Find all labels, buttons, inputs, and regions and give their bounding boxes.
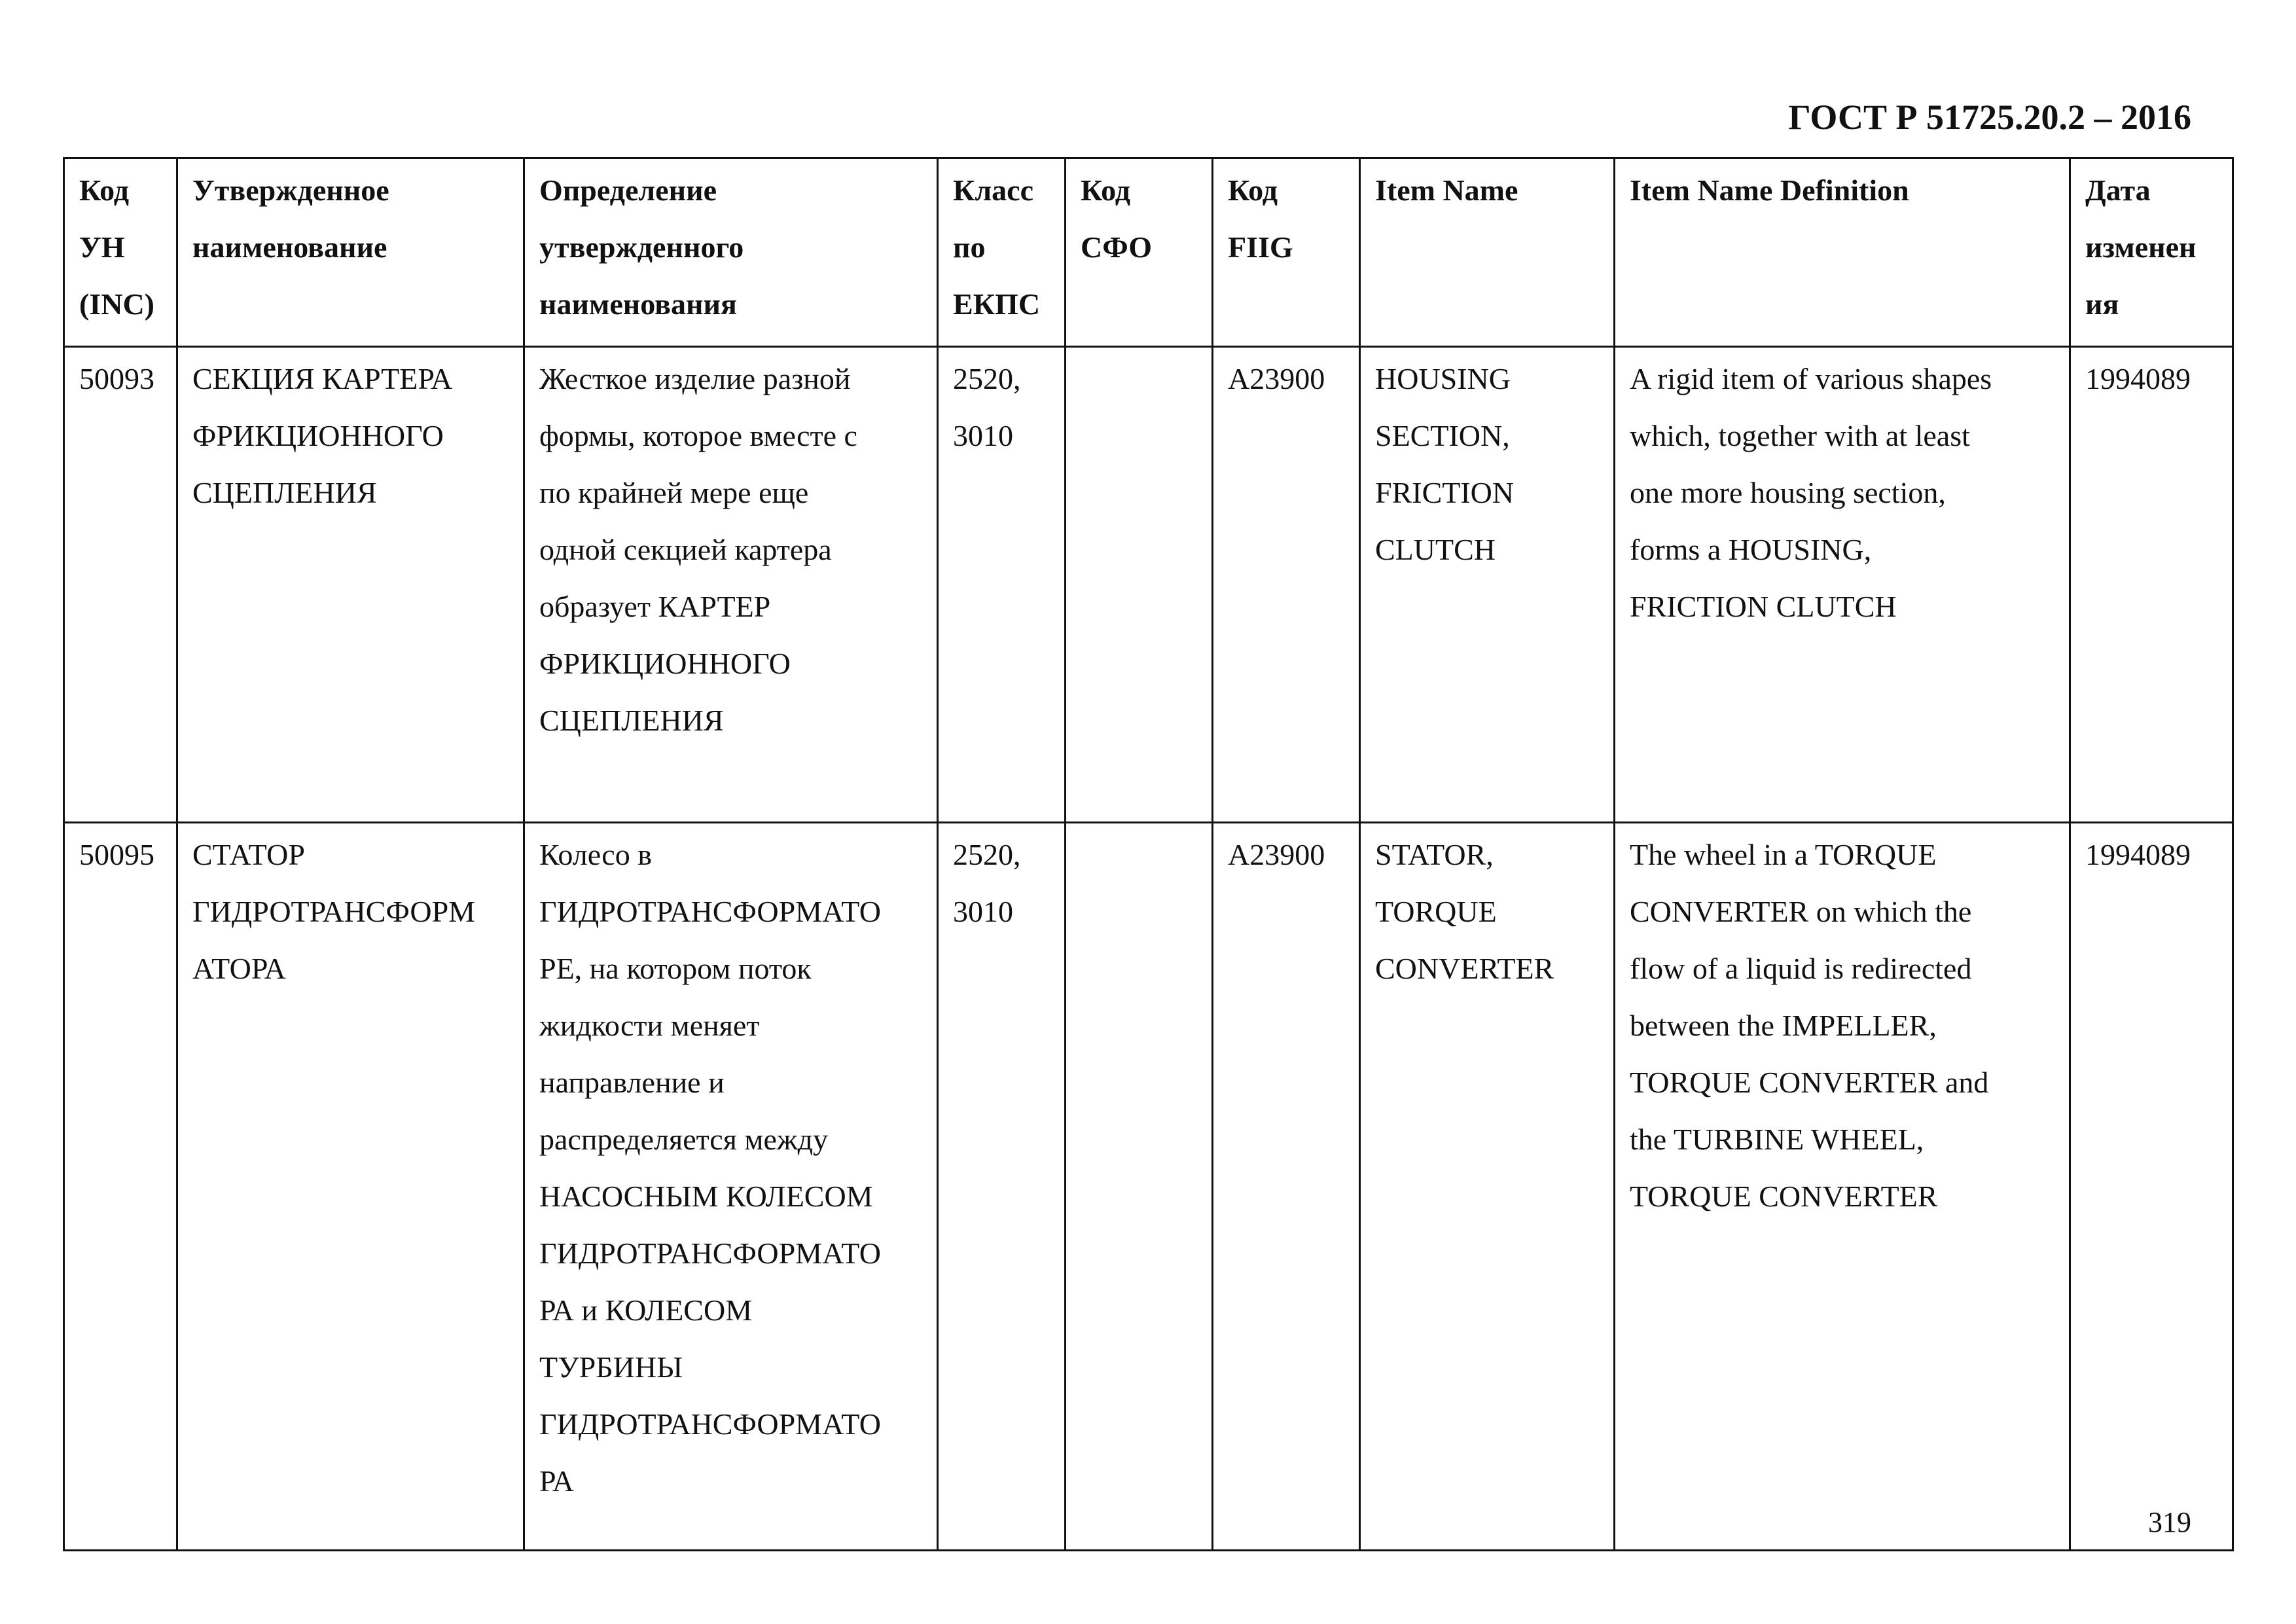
table-row	[64, 347, 2233, 823]
cell-inc-code: 50095	[64, 823, 177, 1551]
cell-fiig-code: A23900	[1213, 347, 1360, 823]
header-approved-name: Утвержденное наименование	[177, 158, 524, 347]
header-ekps-class: Класс по ЕКПС	[938, 158, 1066, 347]
page-number: 319	[2148, 1506, 2191, 1538]
cell-definition: Колесо в ГИДРОТРАНСФОРМАТО РЕ, на котором поток жидкости меняет направление и распределяется между НАСОСНЫМ КОЛЕСОМ ГИДРОТРАНСФОРМАТО РА и КОЛЕСОМ ТУРБИНЫ ГИДРОТРАНСФОРМАТО РА	[524, 823, 938, 1551]
header-item-name-definition: Item Name Definition	[1615, 158, 2070, 347]
cell-inc-code: 50093	[64, 347, 177, 823]
table-row	[64, 823, 2233, 1551]
cell-item-name: HOUSING SECTION, FRICTION CLUTCH	[1360, 347, 1615, 823]
cell-sfo-code	[1066, 347, 1213, 823]
table-header-row	[64, 158, 2233, 347]
header-approved-name-definition: Определение утвержденного наименования	[524, 158, 938, 347]
header-item-name: Item Name	[1360, 158, 1615, 347]
cell-item-name-definition: A rigid item of various shapes which, together with at least one more housing section, forms a HOUSING, FRICTION CLUTCH	[1615, 347, 2070, 823]
cell-fiig-code: A23900	[1213, 823, 1360, 1551]
cell-approved-name: СТАТОР ГИДРОТРАНСФОРМ АТОРА	[177, 823, 524, 1551]
cell-approved-name: СЕКЦИЯ КАРТЕРА ФРИКЦИОННОГО СЦЕПЛЕНИЯ	[177, 347, 524, 823]
cell-change-date: 1994089	[2070, 823, 2233, 1551]
cell-sfo-code	[1066, 823, 1213, 1551]
cell-definition: Жесткое изделие разной формы, которое вместе с по крайней мере еще одной секцией картера образует КАРТЕР ФРИКЦИОННОГО СЦЕПЛЕНИЯ	[524, 347, 938, 823]
item-name-registry-table	[63, 157, 2234, 1551]
header-change-date: Дата изменен ия	[2070, 158, 2233, 347]
cell-item-name-definition: The wheel in a TORQUE CONVERTER on which the flow of a liquid is redirected between the IMPELLER, TORQUE CONVERTER and the TURBINE WHEEL, TORQUE CONVERTER	[1615, 823, 2070, 1551]
cell-ekps-class: 2520, 3010	[938, 347, 1066, 823]
header-sfo-code: Код СФО	[1066, 158, 1213, 347]
header-fiig-code: Код FIIG	[1213, 158, 1360, 347]
cell-item-name: STATOR, TORQUE CONVERTER	[1360, 823, 1615, 1551]
cell-ekps-class: 2520, 3010	[938, 823, 1066, 1551]
cell-change-date: 1994089	[2070, 347, 2233, 823]
header-inc-code: Код УН (INC)	[64, 158, 177, 347]
document-standard-header: ГОСТ Р 51725.20.2 – 2016	[1788, 98, 2191, 137]
